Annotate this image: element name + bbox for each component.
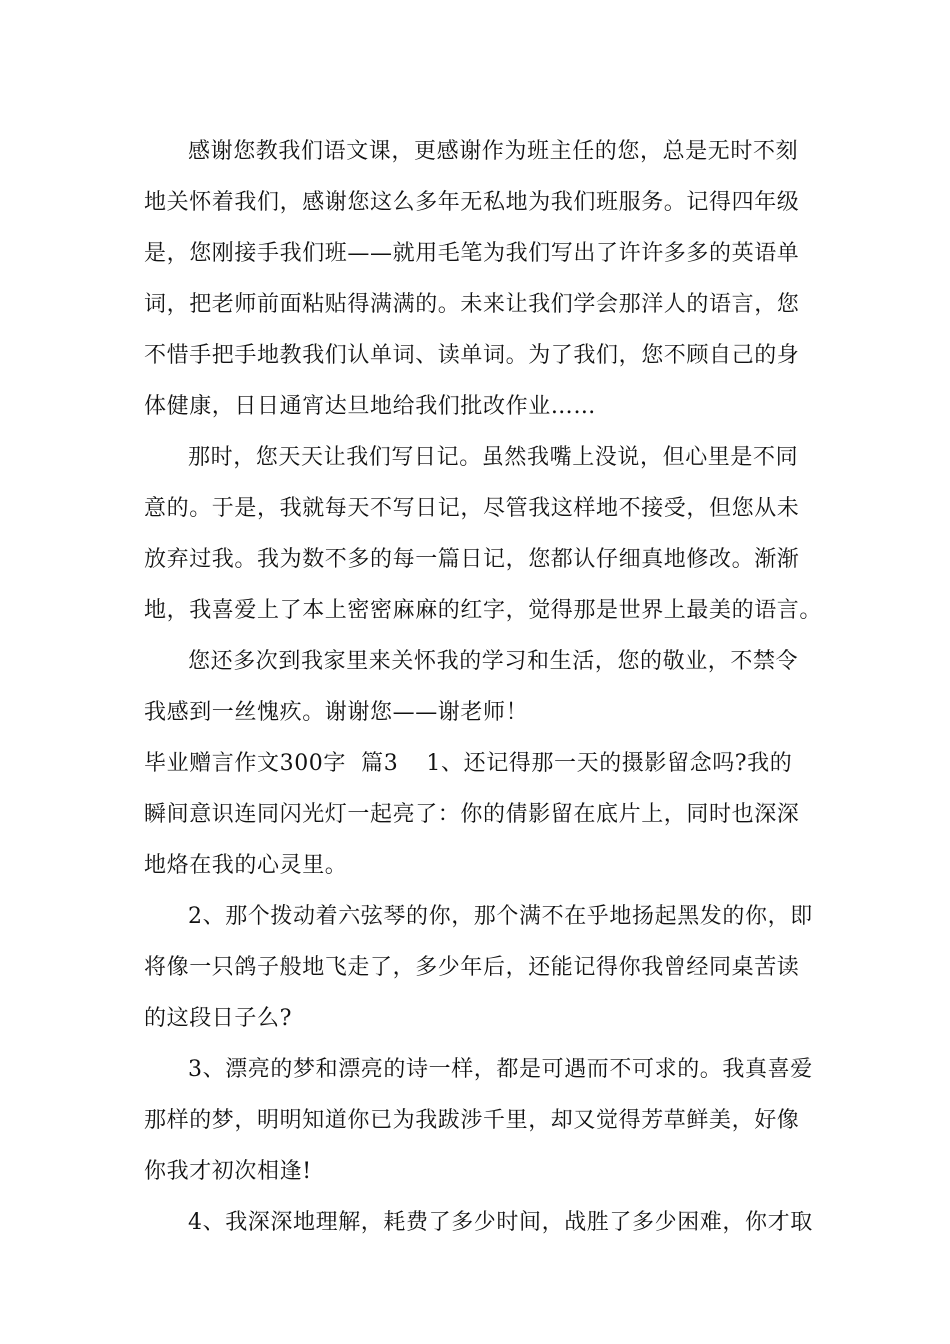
section-heading: 毕业赠言作文300字 篇3 bbox=[144, 751, 399, 776]
text-line: 放弃过我。我为数不多的每一篇日记，您都认仔细真地修改。渐渐 bbox=[144, 547, 800, 572]
text-line: 那时，您天天让我们写日记。虽然我嘴上没说，但心里是不同 bbox=[188, 445, 799, 470]
text-line: 您还多次到我家里来关怀我的学习和生活，您的敬业，不禁令 bbox=[188, 649, 799, 674]
text-line: 地烙在我的心灵里。 bbox=[144, 853, 348, 878]
text-line: 地关怀着我们，感谢您这么多年无私地为我们班服务。记得四年级 bbox=[144, 190, 800, 215]
text-line: 意的。于是，我就每天不写日记，尽管我这样地不接受，但您从未 bbox=[144, 496, 800, 521]
text-line: 体健康，日日通宵达旦地给我们批改作业…… bbox=[144, 394, 597, 419]
text-line: 4、我深深地理解，耗费了多少时间，战胜了多少困难，你才取 bbox=[188, 1210, 813, 1235]
text-line: 感谢您教我们语文课，更感谢作为班主任的您，总是无时不刻 bbox=[188, 139, 799, 164]
text-line: 瞬间意识连同闪光灯一起亮了：你的倩影留在底片上，同时也深深 bbox=[144, 802, 800, 827]
paragraph-home-visits bbox=[144, 636, 806, 738]
text-line: 词，把老师前面粘贴得满满的。未来让我们学会那洋人的语言，您 bbox=[144, 292, 800, 317]
paragraph-item-2 bbox=[144, 891, 813, 1044]
section-heading-line bbox=[144, 738, 806, 789]
text-line: 不惜手把手地教我们认单词、读单词。为了我们，您不顾自己的身 bbox=[144, 343, 800, 368]
text-line: 3、漂亮的梦和漂亮的诗一样，都是可遇而不可求的。我真喜爱 bbox=[188, 1057, 813, 1082]
text-line: 地，我喜爱上了本上密密麻麻的红字，觉得那是世界上最美的语言。 bbox=[144, 598, 823, 623]
text-line: 那样的梦，明明知道你已为我跋涉千里，却又觉得芳草鲜美，好像 bbox=[144, 1108, 800, 1133]
paragraph-section-3 bbox=[144, 738, 806, 891]
text-line: 2、那个拨动着六弦琴的你，那个满不在乎地扬起黑发的你，即 bbox=[188, 904, 813, 929]
text-line: 你我才初次相逢! bbox=[144, 1159, 312, 1184]
text-line: 的这段日子么? bbox=[144, 1006, 292, 1031]
text-line: 将像一只鸽子般地飞走了，多少年后，还能记得你我曾经同桌苦读 bbox=[144, 955, 800, 980]
text-run: 1、还记得那一天的摄影留念吗?我的 bbox=[426, 751, 793, 776]
paragraph-thanks-teacher bbox=[144, 126, 806, 432]
paragraph-diary bbox=[144, 432, 823, 636]
text-line: 我感到一丝愧疚。谢谢您——谢老师！ bbox=[144, 700, 529, 725]
document-body bbox=[144, 126, 823, 1248]
paragraph-item-4 bbox=[144, 1197, 813, 1248]
paragraph-item-3 bbox=[144, 1044, 813, 1197]
text-line: 是，您刚接手我们班——就用毛笔为我们写出了许许多多的英语单 bbox=[144, 241, 800, 266]
